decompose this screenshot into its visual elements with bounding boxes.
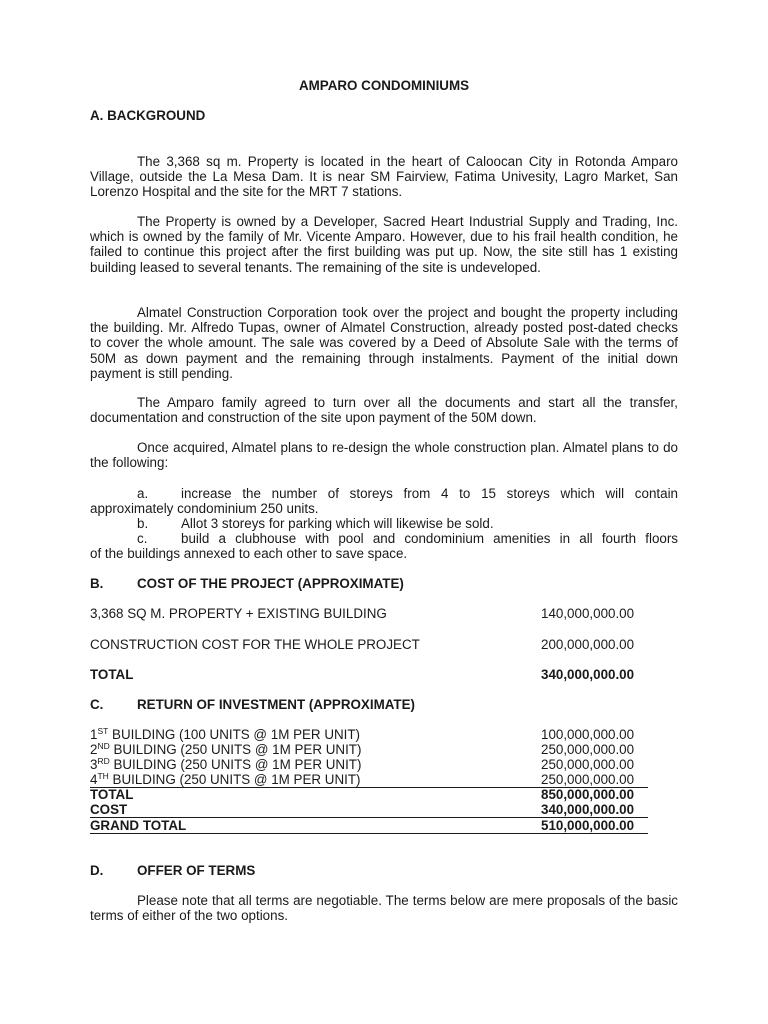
paragraph-ownership: [90, 214, 678, 275]
roi-value: 100,000,000.00: [541, 727, 635, 742]
paragraph-text: Please note that all terms are negotiable. The terms below are mere proposals of the basic terms of either of the two options.: [90, 893, 678, 924]
paragraph-sale: [90, 305, 678, 381]
cost-label: CONSTRUCTION COST FOR THE WHOLE PROJECT: [90, 637, 420, 652]
plan-label: a.: [137, 486, 149, 501]
section-b-heading: [90, 576, 404, 591]
plan-continuation: of the buildings annexed to each other to save space.: [90, 546, 408, 561]
cost-value: 200,000,000.00: [541, 637, 635, 652]
section-a-heading: A. BACKGROUND: [90, 108, 206, 123]
total-label: TOTAL: [90, 667, 134, 682]
cost-row-property: [90, 606, 648, 621]
roi-value: 250,000,000.00: [541, 772, 635, 787]
paragraph-location: [90, 154, 678, 200]
roi-label: 2ND BUILDING (250 UNITS @ 1M PER UNIT): [90, 741, 362, 757]
paragraph-text: The Property is owned by a Developer, Sacred Heart Industrial Supply and Trading, Inc. which is owned by the family of Mr. Vicente Amparo. However, due to his frail health condition, he failed to continue this project after the first building was put up. Now, the site still has 1 existing building leased to several tenants. The remaining of the site is undeveloped.: [90, 214, 678, 275]
plan-label: c.: [137, 531, 148, 546]
roi-value: 250,000,000.00: [541, 742, 635, 757]
paragraph-plans-intro: [90, 440, 678, 470]
roi-row-building-3: [90, 757, 648, 772]
plan-text: increase the number of storeys from 4 to 15 storeys which will contain: [181, 486, 678, 501]
cost-value: 340,000,000.00: [541, 802, 635, 817]
roi-label: 4TH BUILDING (250 UNITS @ 1M PER UNIT): [90, 771, 361, 787]
section-d-heading: [90, 863, 255, 878]
cost-row-construction: [90, 637, 648, 652]
cost-label: 3,368 SQ M. PROPERTY + EXISTING BUILDING: [90, 606, 387, 621]
grand-total-value: 510,000,000.00: [541, 818, 635, 833]
roi-row-building-2: [90, 742, 648, 757]
plan-continuation: approximately condominium 250 units.: [90, 501, 319, 516]
section-letter: C.: [90, 697, 104, 712]
roi-value: 250,000,000.00: [541, 757, 635, 772]
roi-cost-row: [90, 802, 648, 818]
paragraph-text: Almatel Construction Corporation took over the project and bought the property including the building. Mr. Alfredo Tupas, owner of Almatel Construction, already posted post-dated checks to cover the whole amount. The sale was covered by a Deed of Absolute Sale with the terms of 50M as down payment and the remaining through instalments. Payment of the initial down payment is still pending.: [90, 305, 678, 381]
paragraph-text: The Amparo family agreed to turn over all the documents and start all the transfer, documentation and construction of the site upon payment of the 50M down.: [90, 395, 678, 426]
cost-value: 140,000,000.00: [541, 606, 635, 621]
paragraph-terms: [90, 893, 678, 923]
roi-label: 3RD BUILDING (250 UNITS @ 1M PER UNIT): [90, 756, 362, 772]
section-title: OFFER OF TERMS: [137, 863, 256, 878]
section-title: RETURN OF INVESTMENT (APPROXIMATE): [137, 697, 415, 712]
roi-grand-total-row: [90, 818, 648, 834]
plan-label: b.: [137, 516, 149, 531]
paragraph-turnover: [90, 395, 678, 425]
plan-text: Allot 3 storeys for parking which will likewise be sold.: [181, 516, 494, 531]
roi-label: 1ST BUILDING (100 UNITS @ 1M PER UNIT): [90, 726, 361, 742]
roi-row-building-1: [90, 727, 648, 742]
section-letter: B.: [90, 576, 104, 591]
paragraph-text: The 3,368 sq m. Property is located in the heart of Caloocan City in Rotonda Amparo Village, outside the La Mesa Dam. It is near SM Fairview, Fatima Univesity, Lagro Market, San Lorenzo Hospital and the site for the MRT 7 stations.: [90, 154, 678, 200]
document-title: AMPARO CONDOMINIUMS: [298, 78, 470, 93]
roi-row-building-4: [90, 772, 648, 788]
section-title: COST OF THE PROJECT (APPROXIMATE): [137, 576, 404, 591]
total-label: TOTAL: [90, 787, 134, 802]
total-value: 850,000,000.00: [541, 787, 635, 802]
plan-text: build a clubhouse with pool and condominium amenities in all fourth floors: [181, 531, 678, 546]
paragraph-text: Once acquired, Almatel plans to re-design the whole construction plan. Almatel plans to do the following:: [90, 440, 678, 471]
document-page: [90, 0, 678, 1024]
total-value: 340,000,000.00: [541, 667, 635, 682]
section-c-heading: [90, 697, 415, 712]
cost-label: COST: [90, 802, 128, 817]
cost-total-row: [90, 667, 648, 682]
roi-total-row: [90, 787, 648, 802]
grand-total-label: GRAND TOTAL: [90, 818, 187, 833]
section-letter: D.: [90, 863, 104, 878]
